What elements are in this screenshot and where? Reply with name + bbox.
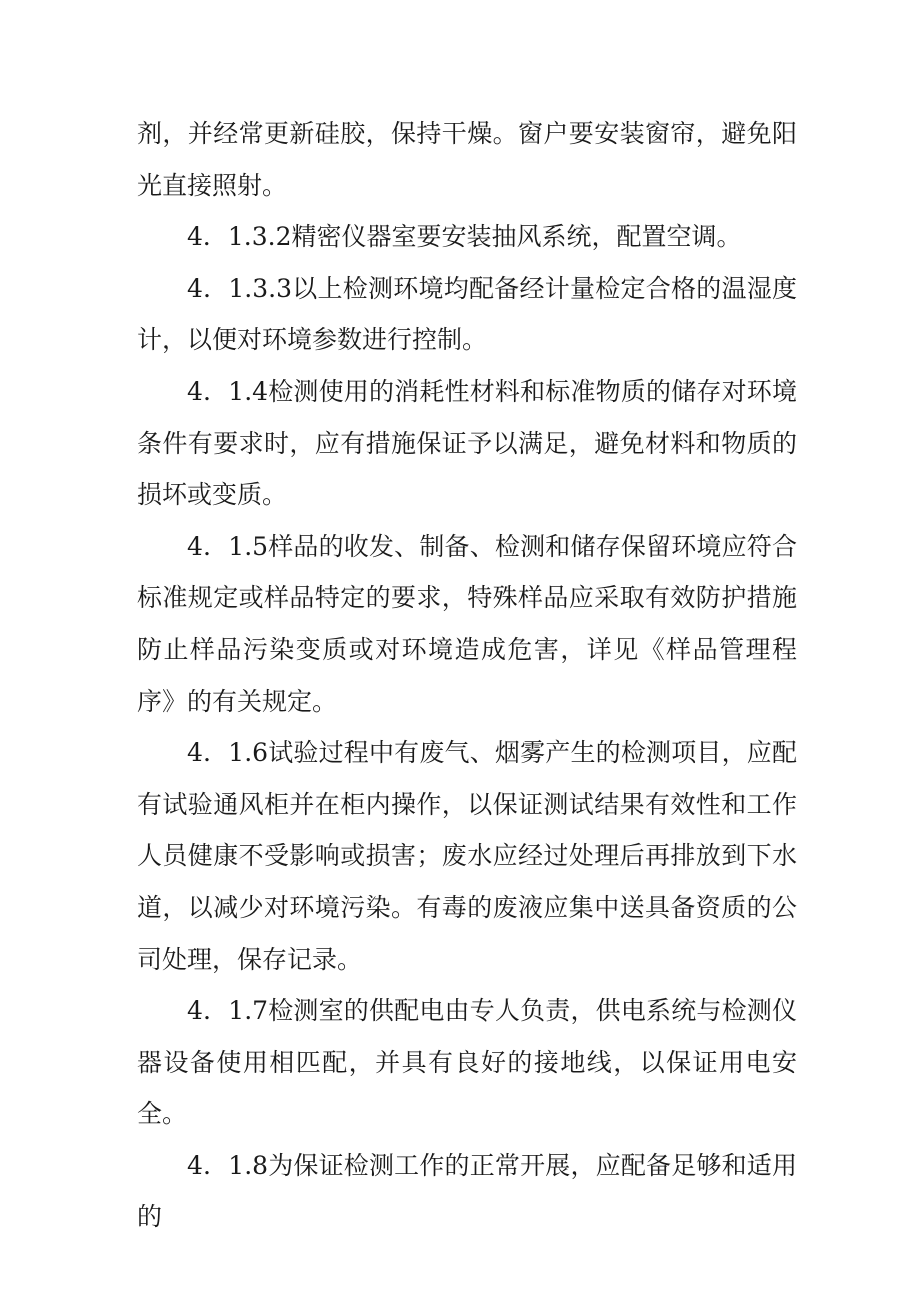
paragraph-4-1-3-3: 4．1.3.3以上检测环境均配备经计量检定合格的温湿度计，以便对环境参数进行控制。 <box>137 273 797 355</box>
paragraph-4-1-5: 4．1.5样品的收发、制备、检测和储存保留环境应符合标准规定或样品特定的要求，特殊样品应采取有效防护措施防止样品污染变质或对环境造成危害，详见《样品管理程序》的有关规定。 <box>137 531 797 716</box>
paragraph-4-1-7: 4．1.7检测室的供配电由专人负责，供电系统与检测仪器设备使用相匹配，并具有良好的接地线，以保证用电安全。 <box>137 996 797 1129</box>
paragraph-4-1-8: 4．1.8为保证检测工作的正常开展，应配备足够和适用的 <box>137 1150 797 1232</box>
paragraph-4-1-4: 4．1.4检测使用的消耗性材料和标准物质的储存对环境条件有要求时，应有措施保证予以满足，避免材料和物质的损坏或变质。 <box>137 376 797 510</box>
paragraph-4-1-3-2: 4．1.3.2精密仪器室要安装抽风系统，配置空调。 <box>187 222 742 252</box>
paragraph-continuation: 剂，并经常更新硅胶，保持干燥。窗户要安装窗帘，避免阳光直接照射。 <box>137 119 797 200</box>
paragraph-4-1-6: 4．1.6试验过程中有废气、烟雾产生的检测项目，应配有试验通风柜并在柜内操作，以保证测试结果有效性和工作人员健康不受影响或损害；废水应经过处理后再排放到下水道，以减少对环境污染。有毒的废液应集中送具备资质的公司处理，保存记录。 <box>137 738 797 974</box>
body-text <box>137 108 797 1243</box>
